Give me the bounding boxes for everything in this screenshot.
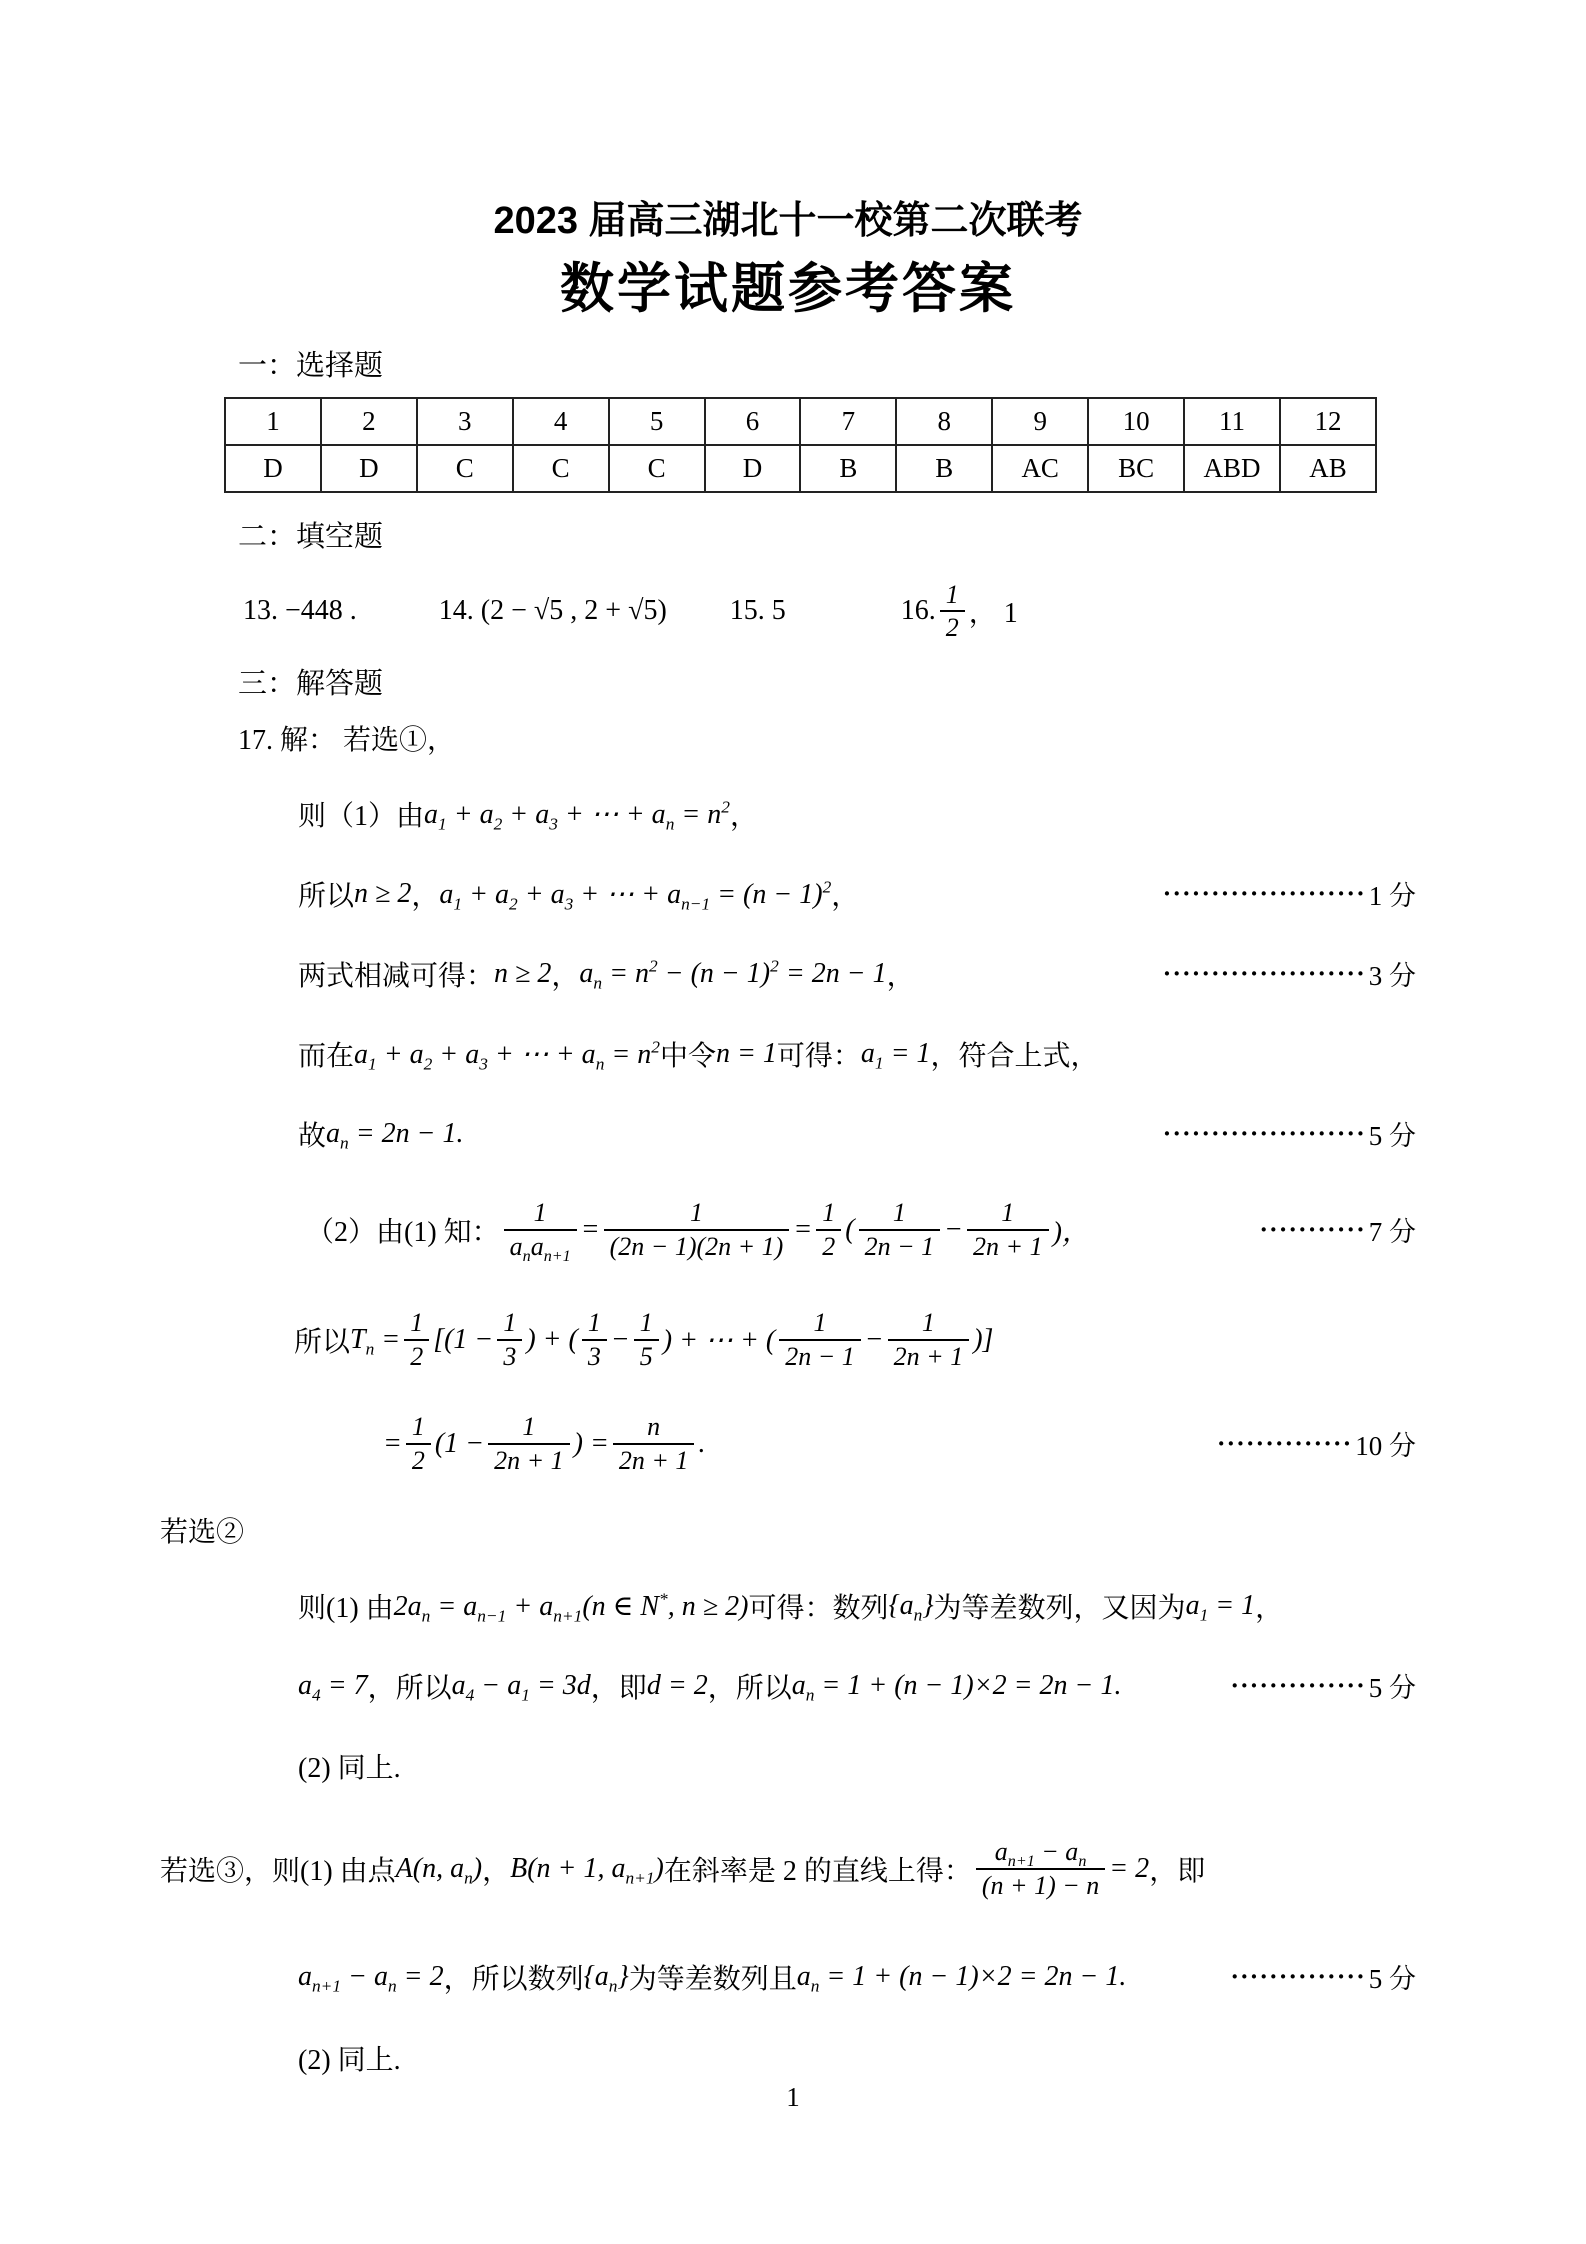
fraction-numerator: 1	[813, 1307, 827, 1337]
fraction-numerator: 1	[689, 1197, 703, 1227]
math-run: n ≥ 2	[494, 957, 552, 989]
solution-line-3	[160, 854, 1416, 934]
page-title: 2023 届高三湖北十一校第二次联考	[493, 200, 1083, 242]
fraction-denominator: 2n + 1	[967, 1229, 1049, 1263]
solution-line-4	[160, 934, 1416, 1014]
choice-ans-cell: D	[321, 445, 417, 492]
score-leader	[1230, 1666, 1416, 1705]
text-run: 故	[298, 1120, 327, 1152]
solution-line-5	[160, 1014, 1416, 1094]
math-run: $a_n = 2n - 1$.	[326, 1117, 464, 1153]
blank-answers-row	[160, 564, 1416, 658]
choice-q-cell: 11	[1184, 398, 1280, 445]
fraction	[634, 1307, 659, 1373]
math-run: = 2	[1109, 1852, 1150, 1884]
math-run: $a_{n+1} - a_n = 2$	[298, 1960, 444, 1996]
fraction-denominator: 2n − 1	[779, 1339, 861, 1373]
choice-q-cell: 3	[417, 398, 513, 445]
fraction-denominator: 2	[404, 1339, 429, 1373]
math-run: $a_1 + a_2 + a_3$ + ⋯ + $a_n = n^2$	[424, 797, 730, 834]
choice-number-row	[225, 398, 1376, 445]
math-run: −	[864, 1323, 884, 1355]
fraction-numerator: 1	[533, 1197, 547, 1227]
fraction	[779, 1307, 861, 1373]
math-run: B(n + 1, $a_{n+1}$)	[510, 1852, 664, 1888]
text-run: 则(1) 由	[298, 1592, 394, 1624]
fraction-denominator: 2n + 1	[888, 1339, 970, 1373]
section-blank-heading: 二：填空题	[238, 521, 384, 554]
math-run: $2a_n = a_{n-1} + a_{n+1}(n$ ∈ N*, n ≥ 2)	[393, 1589, 749, 1626]
fraction-denominator: 2	[940, 610, 965, 644]
fraction	[816, 1197, 841, 1263]
fraction-numerator: 1	[945, 579, 959, 609]
fraction-numerator: 1	[921, 1307, 935, 1337]
math-run: $\{a_n\}$	[583, 1960, 629, 1996]
fraction	[497, 1307, 522, 1373]
score-leader	[1217, 1424, 1416, 1463]
choice-q-cell: 5	[609, 398, 705, 445]
score-leader	[1230, 1957, 1416, 1996]
math-run: $\{a_n\}$	[888, 1589, 934, 1625]
text-run: ，	[729, 800, 758, 832]
dots-leader: ··············	[1230, 1961, 1366, 1991]
choice-q-cell: 1	[225, 398, 321, 445]
text-run: 中令	[659, 1040, 716, 1072]
blank-item-16-rest: ， 1	[968, 598, 1018, 630]
fraction-numerator: n	[647, 1411, 661, 1441]
section-choice-heading: 一：选择题	[238, 349, 384, 382]
page-number: 1	[786, 2082, 800, 2112]
math-run: =	[793, 1213, 813, 1245]
score-label: 5 分	[1368, 1964, 1416, 1995]
math-run: $a_1 = 1$	[860, 1037, 931, 1073]
solution-line-6	[160, 1094, 1416, 1174]
math-run: n = 1	[715, 1037, 777, 1069]
choice-ans-cell: BC	[1088, 445, 1184, 492]
solution-line-15	[160, 1932, 1416, 2022]
math-run: (	[845, 1213, 855, 1245]
dots-leader: ·····················	[1162, 958, 1366, 988]
text-run: 则（1）由	[298, 800, 425, 832]
dots-leader: ·····················	[1162, 1118, 1366, 1148]
text-run: (2) 同上.	[298, 1752, 401, 1784]
text-run: 为等差数列，又因为	[933, 1592, 1186, 1624]
math-run: $a_4 = 7$	[298, 1669, 368, 1705]
choice-q-cell: 9	[992, 398, 1088, 445]
math-run: A(n, $a_n$)	[395, 1852, 483, 1888]
math-run: $a_1 = 1$	[1185, 1589, 1256, 1625]
score-label: 5 分	[1368, 1673, 1416, 1704]
blank-item-15: 15. 5	[729, 595, 786, 627]
fraction-denominator: 2n + 1	[613, 1443, 695, 1477]
fraction-numerator: 1	[639, 1307, 653, 1337]
text-run: ，	[831, 880, 860, 912]
text-run: 17. 解： 若选①，	[238, 724, 456, 756]
text-run: ，	[1255, 1592, 1284, 1624]
fraction-numerator: 1	[822, 1197, 836, 1227]
text-run: ，	[886, 960, 915, 992]
text-run: ，所以	[367, 1672, 452, 1704]
text-run: 两式相减可得：	[298, 960, 495, 992]
math-run: )]	[973, 1323, 994, 1355]
math-run: [(1 −	[433, 1323, 494, 1355]
text-run: 为等差数列且	[628, 1963, 797, 1995]
blank-item-16-label: 16.	[900, 595, 936, 627]
solution-line-7	[160, 1174, 1416, 1286]
fraction-denominator: 3	[497, 1339, 522, 1373]
choice-ans-cell: ABD	[1184, 445, 1280, 492]
math-run: .	[698, 1427, 706, 1459]
score-label: 3 分	[1368, 961, 1416, 992]
fraction-numerator: 1	[1001, 1197, 1015, 1227]
choice-ans-cell: AC	[992, 445, 1088, 492]
math-run: −	[944, 1213, 964, 1245]
text-run: (2) 同上.	[298, 2044, 401, 2076]
text-run: 若选②	[160, 1516, 245, 1548]
score-label: 5 分	[1368, 1121, 1416, 1152]
text-run: ，	[482, 1855, 511, 1887]
blank-item-14: 14. (2 − √5 , 2 + √5)	[438, 595, 667, 627]
math-run: ) =	[573, 1427, 609, 1459]
text-run: ，	[551, 960, 580, 992]
choice-q-cell: 7	[800, 398, 896, 445]
math-run: $a_1 + a_2 + a_3$ + ⋯ + $a_{n-1} = (n - 1)^2$	[439, 877, 832, 914]
fraction	[967, 1197, 1049, 1263]
dots-leader: ···········	[1259, 1214, 1366, 1244]
text-run: ，即	[1149, 1855, 1206, 1887]
fraction-numerator: $a_{n+1} - a_n$	[994, 1836, 1087, 1871]
math-run: (1 −	[434, 1427, 485, 1459]
fraction	[406, 1411, 431, 1477]
solution-line-10	[160, 1494, 1416, 1566]
math-run: n ≥ 2	[354, 877, 412, 909]
fraction	[488, 1411, 570, 1477]
solution-line-14	[160, 1806, 1416, 1932]
fraction-numerator: 1	[892, 1197, 906, 1227]
choice-ans-cell: B	[800, 445, 896, 492]
choice-ans-cell: C	[609, 445, 705, 492]
math-run: )，	[1052, 1216, 1090, 1248]
choice-q-cell: 6	[705, 398, 801, 445]
fraction-denominator: (n + 1) − n	[976, 1868, 1105, 1902]
choice-ans-cell: D	[225, 445, 321, 492]
page-subtitle: 数学试题参考答案	[560, 258, 1016, 319]
choice-q-cell: 12	[1280, 398, 1376, 445]
choice-q-cell: 2	[321, 398, 417, 445]
math-run: ) + (	[526, 1323, 578, 1355]
text-run: 所以	[298, 880, 355, 912]
math-run: =	[580, 1213, 600, 1245]
fraction-denominator: 2n + 1	[488, 1443, 570, 1477]
choice-ans-cell: D	[705, 445, 801, 492]
math-run: $a_1 + a_2 + a_3$ + ⋯ + $a_n = n^2$	[354, 1037, 660, 1074]
text-run: 可得：	[776, 1040, 861, 1072]
fraction	[504, 1197, 577, 1263]
fraction	[859, 1197, 941, 1263]
score-label: 1 分	[1368, 881, 1416, 912]
text-run: ，符合上式，	[930, 1040, 1099, 1072]
text-run: ，即	[590, 1672, 647, 1704]
fraction-denominator: $a_na_{n+1}$	[504, 1229, 577, 1263]
fraction	[613, 1411, 695, 1477]
text-run: 在斜率是 2 的直线上得：	[663, 1855, 972, 1887]
solution-line-2	[160, 774, 1416, 854]
math-run: −	[610, 1323, 630, 1355]
choice-ans-cell: B	[896, 445, 992, 492]
solution-line-9	[160, 1394, 1416, 1494]
math-run: $a_n = 1 + (n - 1)\times 2 = 2n - 1$.	[796, 1960, 1127, 1996]
fraction-numerator: 1	[522, 1411, 536, 1441]
solution-line-8	[160, 1286, 1416, 1394]
fraction-numerator: 1	[410, 1307, 424, 1337]
choice-ans-cell: C	[513, 445, 609, 492]
fraction	[888, 1307, 970, 1373]
fraction-denominator: 5	[634, 1339, 659, 1373]
text-run: ，	[411, 880, 440, 912]
score-leader	[1163, 874, 1416, 913]
text-run: 可得：数列	[748, 1592, 889, 1624]
fraction-numerator: 1	[503, 1307, 517, 1337]
solution-line-13	[160, 1726, 1416, 1806]
text-run: 而在	[298, 1040, 355, 1072]
choice-answer-row	[225, 445, 1376, 492]
choice-q-cell: 8	[896, 398, 992, 445]
choice-q-cell: 10	[1088, 398, 1184, 445]
choice-ans-cell: AB	[1280, 445, 1376, 492]
fraction	[582, 1307, 607, 1373]
math-run: $a_n = 1 + (n - 1)\times 2 = 2n - 1$.	[791, 1669, 1122, 1705]
math-run: d = 2	[646, 1669, 708, 1701]
fraction-denominator: 2	[816, 1229, 841, 1263]
choice-answers-table	[224, 397, 1377, 493]
fraction-denominator: 2n − 1	[859, 1229, 941, 1263]
math-run: ) + ⋯ + (	[662, 1324, 776, 1356]
blank-item-16	[901, 579, 1018, 645]
score-leader	[1259, 1210, 1416, 1249]
score-leader	[1163, 1114, 1416, 1153]
score-label: 7 分	[1368, 1217, 1416, 1248]
score-label: 10 分	[1355, 1431, 1416, 1462]
fraction-denominator: 3	[582, 1339, 607, 1373]
math-run: $a_4 - a_1 = 3d$	[451, 1669, 591, 1705]
fraction	[940, 579, 965, 645]
text-run: 若选③，则(1) 由点	[160, 1855, 396, 1887]
text-run: （2）由(1) 知：	[306, 1216, 500, 1248]
page-content	[160, 0, 1416, 2094]
choice-ans-cell: C	[417, 445, 513, 492]
fraction	[976, 1836, 1105, 1902]
fraction-numerator: 1	[587, 1307, 601, 1337]
fraction	[404, 1307, 429, 1373]
math-run: $T_n$ =	[350, 1323, 401, 1359]
solution-line-1	[160, 702, 1416, 774]
score-leader	[1163, 954, 1416, 993]
dots-leader: ··············	[1230, 1670, 1366, 1700]
solution-line-11	[160, 1566, 1416, 1646]
solution-line-12	[160, 1646, 1416, 1726]
blank-item-13: 13. −448 .	[243, 595, 357, 627]
fraction-numerator: 1	[411, 1411, 425, 1441]
fraction-denominator: 2	[406, 1443, 431, 1477]
fraction	[604, 1197, 790, 1263]
text-run: ，所以数列	[443, 1963, 584, 1995]
choice-q-cell: 4	[513, 398, 609, 445]
text-run: 所以	[294, 1326, 351, 1358]
math-run: =	[383, 1427, 402, 1459]
dots-leader: ·····················	[1162, 878, 1366, 908]
math-run: $a_n = n^2 - (n - 1)^2 = 2n - 1$	[579, 956, 887, 993]
text-run: ，所以	[707, 1672, 792, 1704]
fraction-denominator: (2n − 1)(2n + 1)	[604, 1229, 790, 1263]
dots-leader: ··············	[1216, 1428, 1353, 1458]
section-solution-heading: 三：解答题	[238, 668, 384, 701]
